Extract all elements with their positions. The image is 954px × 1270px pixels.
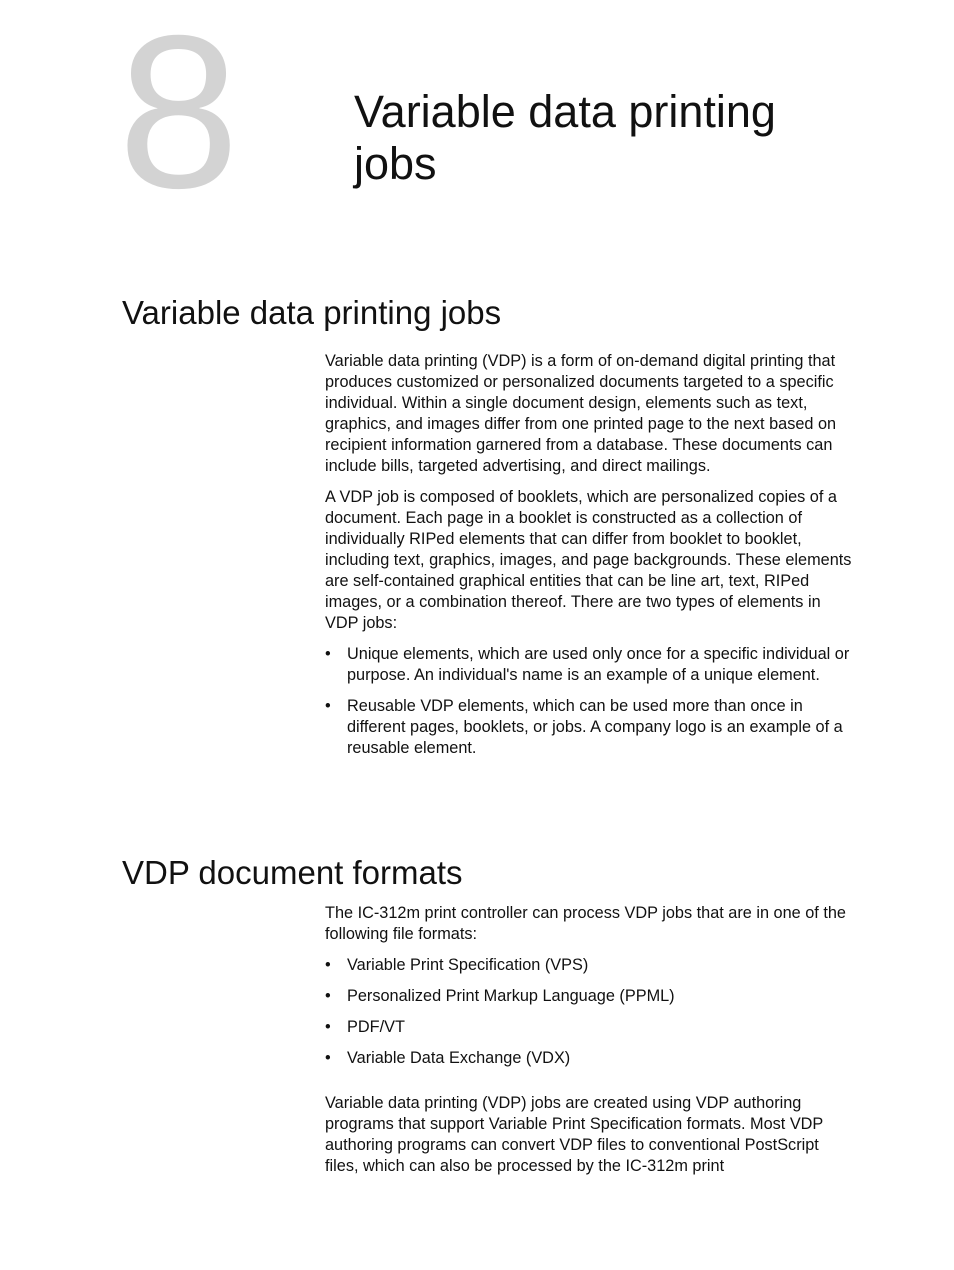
list-item-text: Reusable VDP elements, which can be used more than once in different pages, booklets, or jobs. A company logo is an example of a reusable element.: [347, 697, 843, 757]
list-item: [325, 955, 855, 976]
bullet-icon: •: [325, 645, 331, 663]
list-item-text: Personalized Print Markup Language (PPML): [347, 987, 675, 1005]
bullet-icon: •: [325, 1018, 331, 1036]
list-item: [325, 1017, 855, 1038]
paragraph: The IC-312m print controller can process VDP jobs that are in one of the following file formats:: [325, 904, 846, 943]
bullet-icon: •: [325, 987, 331, 1005]
bullet-icon: •: [325, 1049, 331, 1067]
list-item: [325, 1048, 855, 1069]
bullet-icon: •: [325, 697, 331, 715]
list-item-text: Variable Data Exchange (VDX): [347, 1049, 571, 1067]
paragraph: Variable data printing (VDP) jobs are created using VDP authoring programs that support Variable Print Specification formats. Most VDP authoring programs can convert VDP files to conventional PostScript files, which can also be processed by the IC-312m print: [325, 1094, 824, 1175]
list-item: [325, 696, 855, 759]
section-body-vdp-jobs: [325, 351, 855, 769]
list-item-text: Variable Print Specification (VPS): [347, 956, 589, 974]
file-formats-list: [325, 955, 855, 1069]
chapter-number: 8: [118, 0, 240, 234]
section-body-vdp-formats: [325, 903, 855, 1187]
bullet-icon: •: [325, 956, 331, 974]
list-item: [325, 986, 855, 1007]
section-heading-vdp-jobs: Variable data printing jobs: [122, 294, 502, 331]
list-item-text: PDF/VT: [347, 1018, 405, 1036]
element-types-list: [325, 644, 855, 759]
paragraph: Variable data printing (VDP) is a form of on-demand digital printing that produces customized or personalized documents targeted to a specific individual. Within a single document design, elements such as text, graphics, and images differ from one printed page to the next based on recipient information garnered from a database. These documents can include bills, targeted advertising, and direct mailings.: [325, 352, 837, 475]
paragraph: A VDP job is composed of booklets, which are personalized copies of a document. Each page in a booklet is constructed as a collection of individually RIPed elements that can differ from booklet to booklet, including text, graphics, images, and page backgrounds. These elements are self-contained graphical entities that can be line art, text, RIPed images, or a combination thereof. There are two types of elements in VDP jobs:: [325, 488, 852, 632]
chapter-title: Variable data printing jobs: [354, 86, 776, 189]
list-item-text: Unique elements, which are used only once for a specific individual or purpose. An individual's name is an example of a unique element.: [347, 645, 850, 684]
section-heading-vdp-formats: VDP document formats: [122, 854, 463, 891]
list-item: [325, 644, 855, 686]
